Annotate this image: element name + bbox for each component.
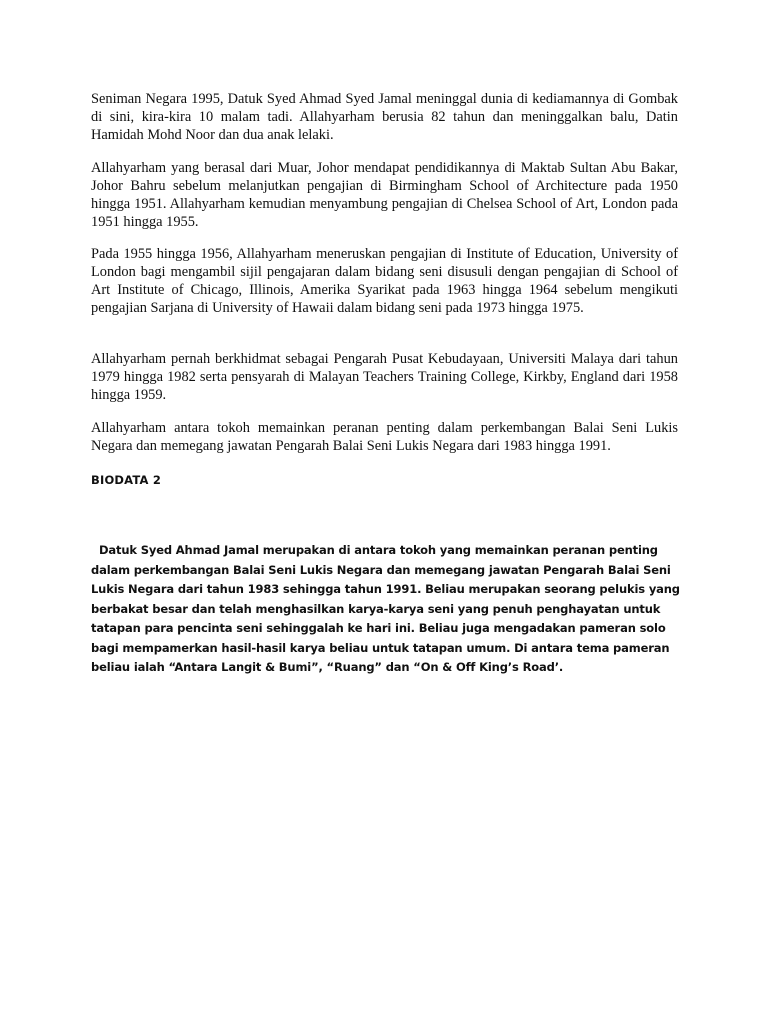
paragraph-death-announcement: Seniman Negara 1995, Datuk Syed Ahmad Syed Jamal meninggal dunia di kediamannya di Gombak di sini, kira-kira 10 malam tadi. Allahyarham berusia 82 tahun dan meninggalkan balu, Datin Hamidah Mohd Noor dan dua anak lelaki. [91, 91, 678, 143]
paragraph-further-studies: Pada 1955 hingga 1956, Allahyarham meneruskan pengajian di Institute of Education, University of London bagi mengambil sijil pengajaran dalam bidang seni disusuli dengan pengajian di School of Art Institute of Chicago, Illinois, Amerika Syarikat pada 1963 hingga 1964 sebelum mengikuti pengajian Sarjana di University of Hawaii dalam bidang seni pada 1973 hingga 1975. [91, 246, 678, 316]
paragraph-career: Allahyarham pernah berkhidmat sebagai Pengarah Pusat Kebudayaan, Universiti Malaya dari tahun 1979 hingga 1982 serta pensyarah di Malayan Teachers Training College, Kirkby, England dari 1958 hingga 1959. [91, 351, 678, 403]
paragraph-national-art-gallery: Allahyarham antara tokoh memainkan peranan penting dalam perkembangan Balai Seni Lukis Negara dan memegang jawatan Pengarah Balai Seni Lukis Negara dari 1983 hingga 1991. [91, 420, 678, 454]
biodata-2-text: Datuk Syed Ahmad Jamal merupakan di antara tokoh yang memainkan peranan penting dalam perkembangan Balai Seni Lukis Negara dan memegang jawatan Pengarah Balai Seni Lukis Negara dari tahun 1983 sehingga tahun 1991. Beliau merupakan seorang pelukis yang berbakat besar dan telah menghasilkan karya-karya seni yang penuh penghayatan untuk tatapan para pencinta seni sehinggalah ke hari ini. Beliau juga mengadakan pameran solo bagi mempamerkan hasil-hasil karya beliau untuk tatapan umum. Di antara tema pameran beliau ialah “Antara Langit & Bumi”, “Ruang” dan “On & Off King’s Road’. [91, 543, 680, 674]
paragraph-early-education: Allahyarham yang berasal dari Muar, Johor mendapat pendidikannya di Maktab Sultan Abu Bakar, Johor Bahru sebelum melanjutkan pengajian di Birmingham School of Architecture pada 1950 hingga 1951. Allahyarham kemudian menyambung pengajian di Chelsea School of Art, London pada 1951 hingga 1955. [91, 160, 678, 230]
section-heading-biodata-2: BIODATA 2 [91, 473, 162, 487]
biodata-2-paragraph [91, 541, 681, 678]
